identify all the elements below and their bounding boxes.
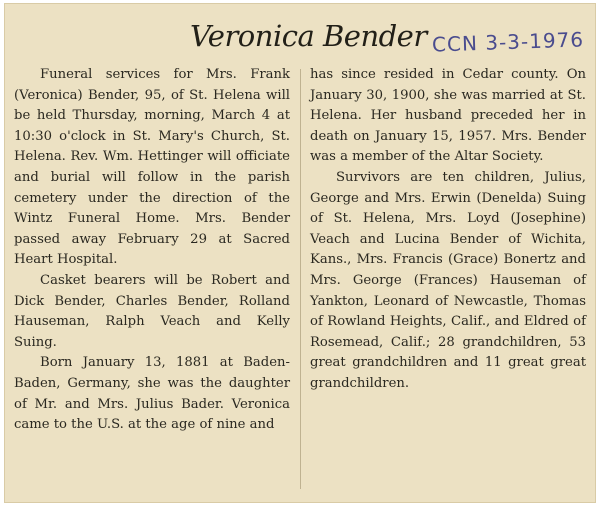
paragraph-funeral-services: Funeral services for Mrs. Frank (Veronica) Bender, 95, of St. Helena will be held Thursday, morning, March 4 at 10:30 o'clock in St. Mary's Church, St. Helena. Rev. Wm. Hettinger will officiate and burial will follow in the parish cemetery under the direction of the Wintz Funeral Home. Mrs. Bender passed away February 29 at Sacred Heart Hospital. [14, 67, 290, 268]
left-column [14, 65, 290, 436]
right-column [310, 65, 586, 395]
paragraph-survivors: Survivors are ten children, Julius, George and Mrs. Erwin (Denelda) Suing of St. Helena, Mrs. Loyd (Josephine) Veach and Lucina Bender of Wichita, Kans., Mrs. Francis (Grace) Bonertz and Mrs. George (Frances) Hauseman of Yankton, Leonard of Newcastle, Thomas of Rowland Heights, Calif., and Eldred of Rosemead, Calif.; 28 grandchildren, 53 great grandchildren and 11 great great grandchildren. [310, 169, 586, 391]
column-divider [300, 69, 301, 489]
paragraph-birth: Born January 13, 1881 at Baden-Baden, Germany, she was the daughter of Mr. and Mrs. Julius Bader. Veronica came to the U.S. at the age of nine and [14, 355, 290, 433]
headline-row [4, 13, 596, 65]
obituary-headline: Veronica Bender [190, 19, 427, 53]
handwritten-date-note: CCN 3-3-1976 [431, 27, 585, 57]
paragraph-continued-biography: has since resided in Cedar county. On January 30, 1900, she was married at St. Helena. Her husband preceded her in death on January 15, 1957. Mrs. Bender was a member of the Altar Society. [310, 67, 586, 165]
newspaper-clipping [4, 3, 596, 503]
paragraph-casket-bearers: Casket bearers will be Robert and Dick Bender, Charles Bender, Rolland Hauseman, Ralph Veach and Kelly Suing. [14, 272, 290, 350]
